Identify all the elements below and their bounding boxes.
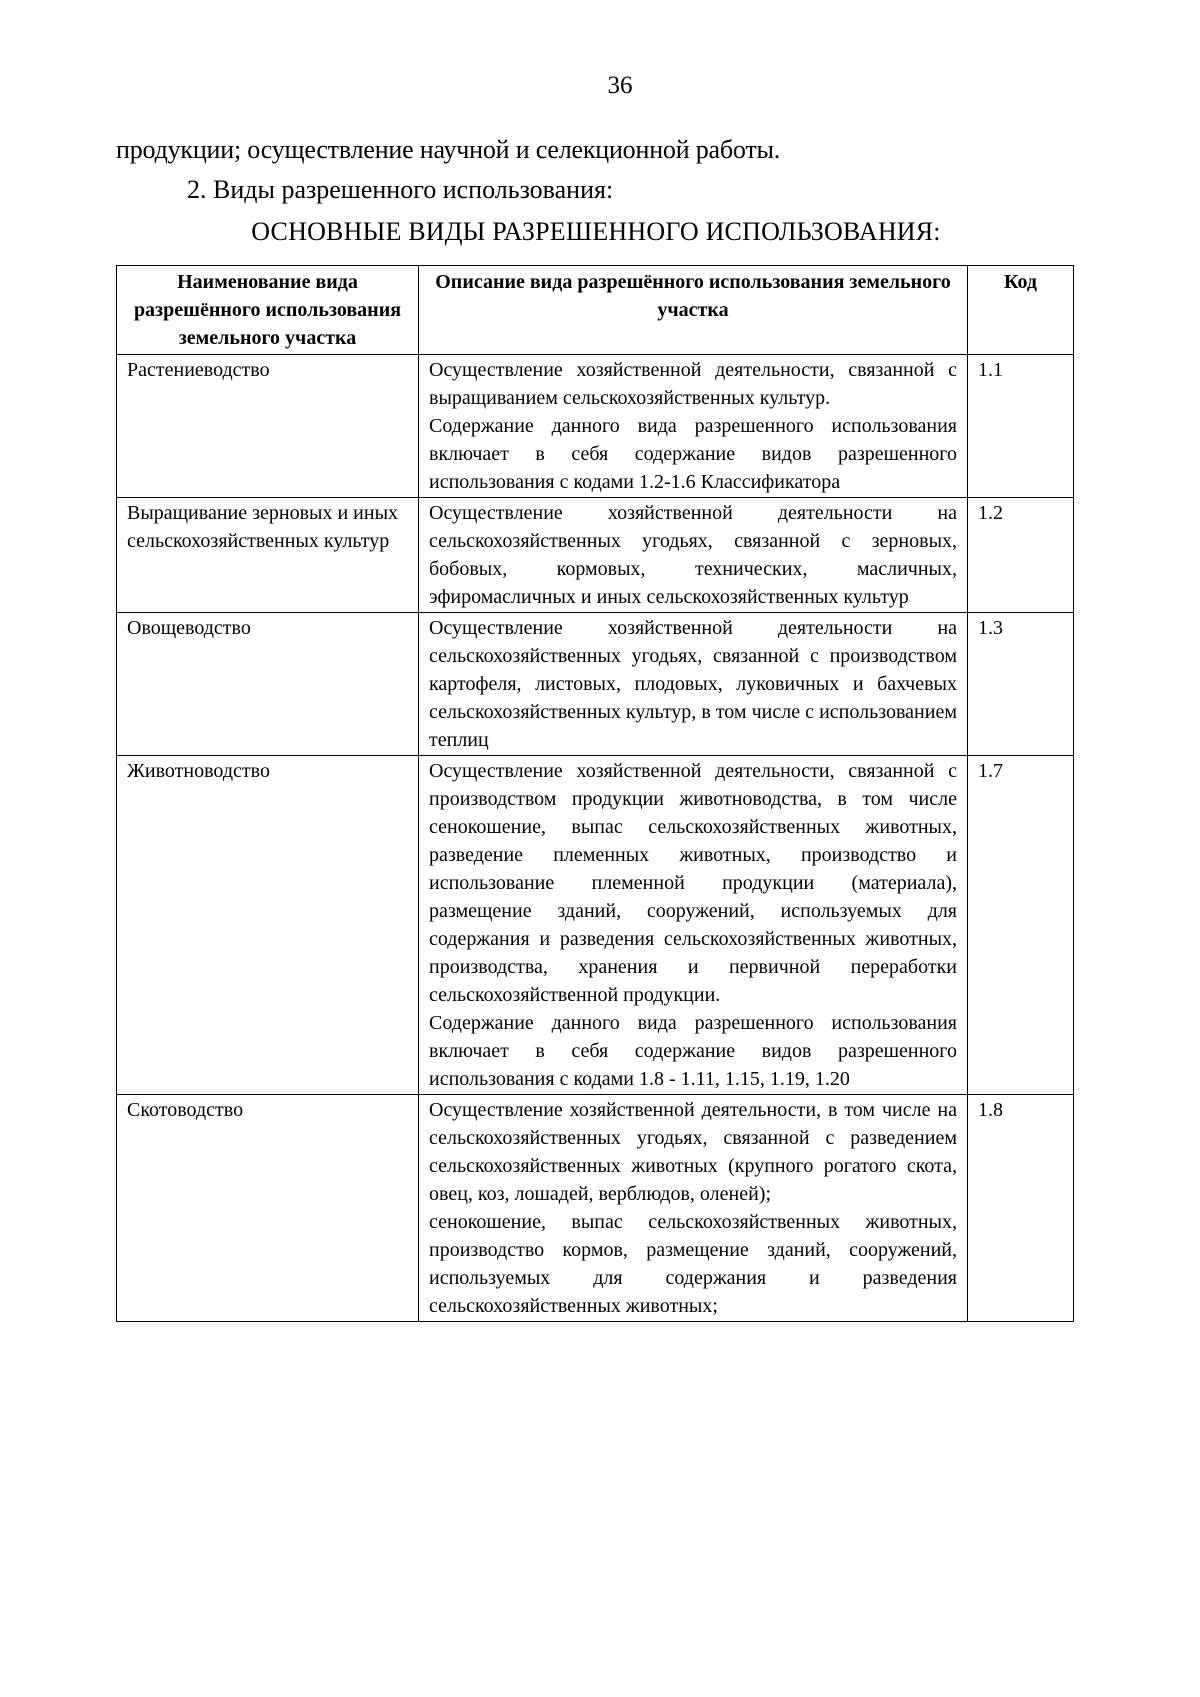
description-paragraph: Содержание данного вида разрешенного использования включает в себя содержание видов разрешенного использования с кодами 1.8 - 1.11, 1.15, 1.19, 1.20	[429, 1012, 957, 1090]
table-row	[117, 613, 1074, 756]
table-row	[117, 1095, 1074, 1322]
use-name: Выращивание зерновых и иных сельскохозяйственных культур	[117, 498, 419, 613]
use-name: Овощеводство	[117, 613, 419, 756]
description-paragraph: Осуществление хозяйственной деятельности, в том числе на сельскохозяйственных угодьях, связанной с разведением сельскохозяйственных животных (крупного рогатого скота, овец, коз, лошадей, верблюдов, оленей);	[429, 1099, 957, 1205]
use-code: 1.1	[968, 355, 1074, 498]
intro-line: продукции; осуществление научной и селекционной работы.	[116, 135, 781, 164]
use-description	[419, 498, 968, 613]
use-code: 1.2	[968, 498, 1074, 613]
permitted-use-table	[116, 265, 1074, 1322]
table-body	[117, 355, 1074, 1322]
use-description	[419, 756, 968, 1095]
use-name: Животноводство	[117, 756, 419, 1095]
use-name: Растениеводство	[117, 355, 419, 498]
description-paragraph: Осуществление хозяйственной деятельности, связанной с выращиванием сельскохозяйственных культур.	[429, 359, 957, 409]
description-paragraph: Содержание данного вида разрешенного использования включает в себя содержание видов разрешенного использования с кодами 1.2-1.6 Классификатора	[429, 415, 957, 493]
use-code: 1.8	[968, 1095, 1074, 1322]
use-code: 1.3	[968, 613, 1074, 756]
table-header-row	[117, 266, 1074, 355]
use-description	[419, 1095, 968, 1322]
table-row	[117, 498, 1074, 613]
description-paragraph: Осуществление хозяйственной деятельности на сельскохозяйственных угодьях, связанной с производством картофеля, листовых, плодовых, луковичных и бахчевых сельскохозяйственных культур, в том числе с использованием теплиц	[429, 617, 957, 751]
use-name: Скотоводство	[117, 1095, 419, 1322]
section-item: 2. Виды разрешенного использования:	[187, 175, 614, 204]
use-code: 1.7	[968, 756, 1074, 1095]
header-code: Код	[968, 266, 1074, 355]
description-paragraph: сенокошение, выпас сельскохозяйственных животных, производство кормов, размещение зданий, сооружений, используемых для содержания и разведения сельскохозяйственных животных;	[429, 1211, 957, 1317]
header-description: Описание вида разрешённого использования земельного участка	[419, 266, 968, 355]
table-row	[117, 355, 1074, 498]
use-description	[419, 355, 968, 498]
section-title: ОСНОВНЫЕ ВИДЫ РАЗРЕШЕННОГО ИСПОЛЬЗОВАНИЯ:	[251, 217, 941, 246]
table-row	[117, 756, 1074, 1095]
header-name: Наименование вида разрешённого использования земельного участка	[117, 266, 419, 355]
use-description	[419, 613, 968, 756]
page-number: 36	[607, 72, 633, 99]
description-paragraph: Осуществление хозяйственной деятельности, связанной с производством продукции животноводства, в том числе сенокошение, выпас сельскохозяйственных животных, разведение племенных животных, производство и использование племенной продукции (материала), размещение зданий, сооружений, используемых для содержания и разведения сельскохозяйственных животных, производства, хранения и первичной переработки сельскохозяйственной продукции.	[429, 760, 957, 1006]
description-paragraph: Осуществление хозяйственной деятельности на сельскохозяйственных угодьях, связанной с зерновых, бобовых, кормовых, технических, масличных, эфиромасличных и иных сельскохозяйственных культур	[429, 502, 957, 608]
